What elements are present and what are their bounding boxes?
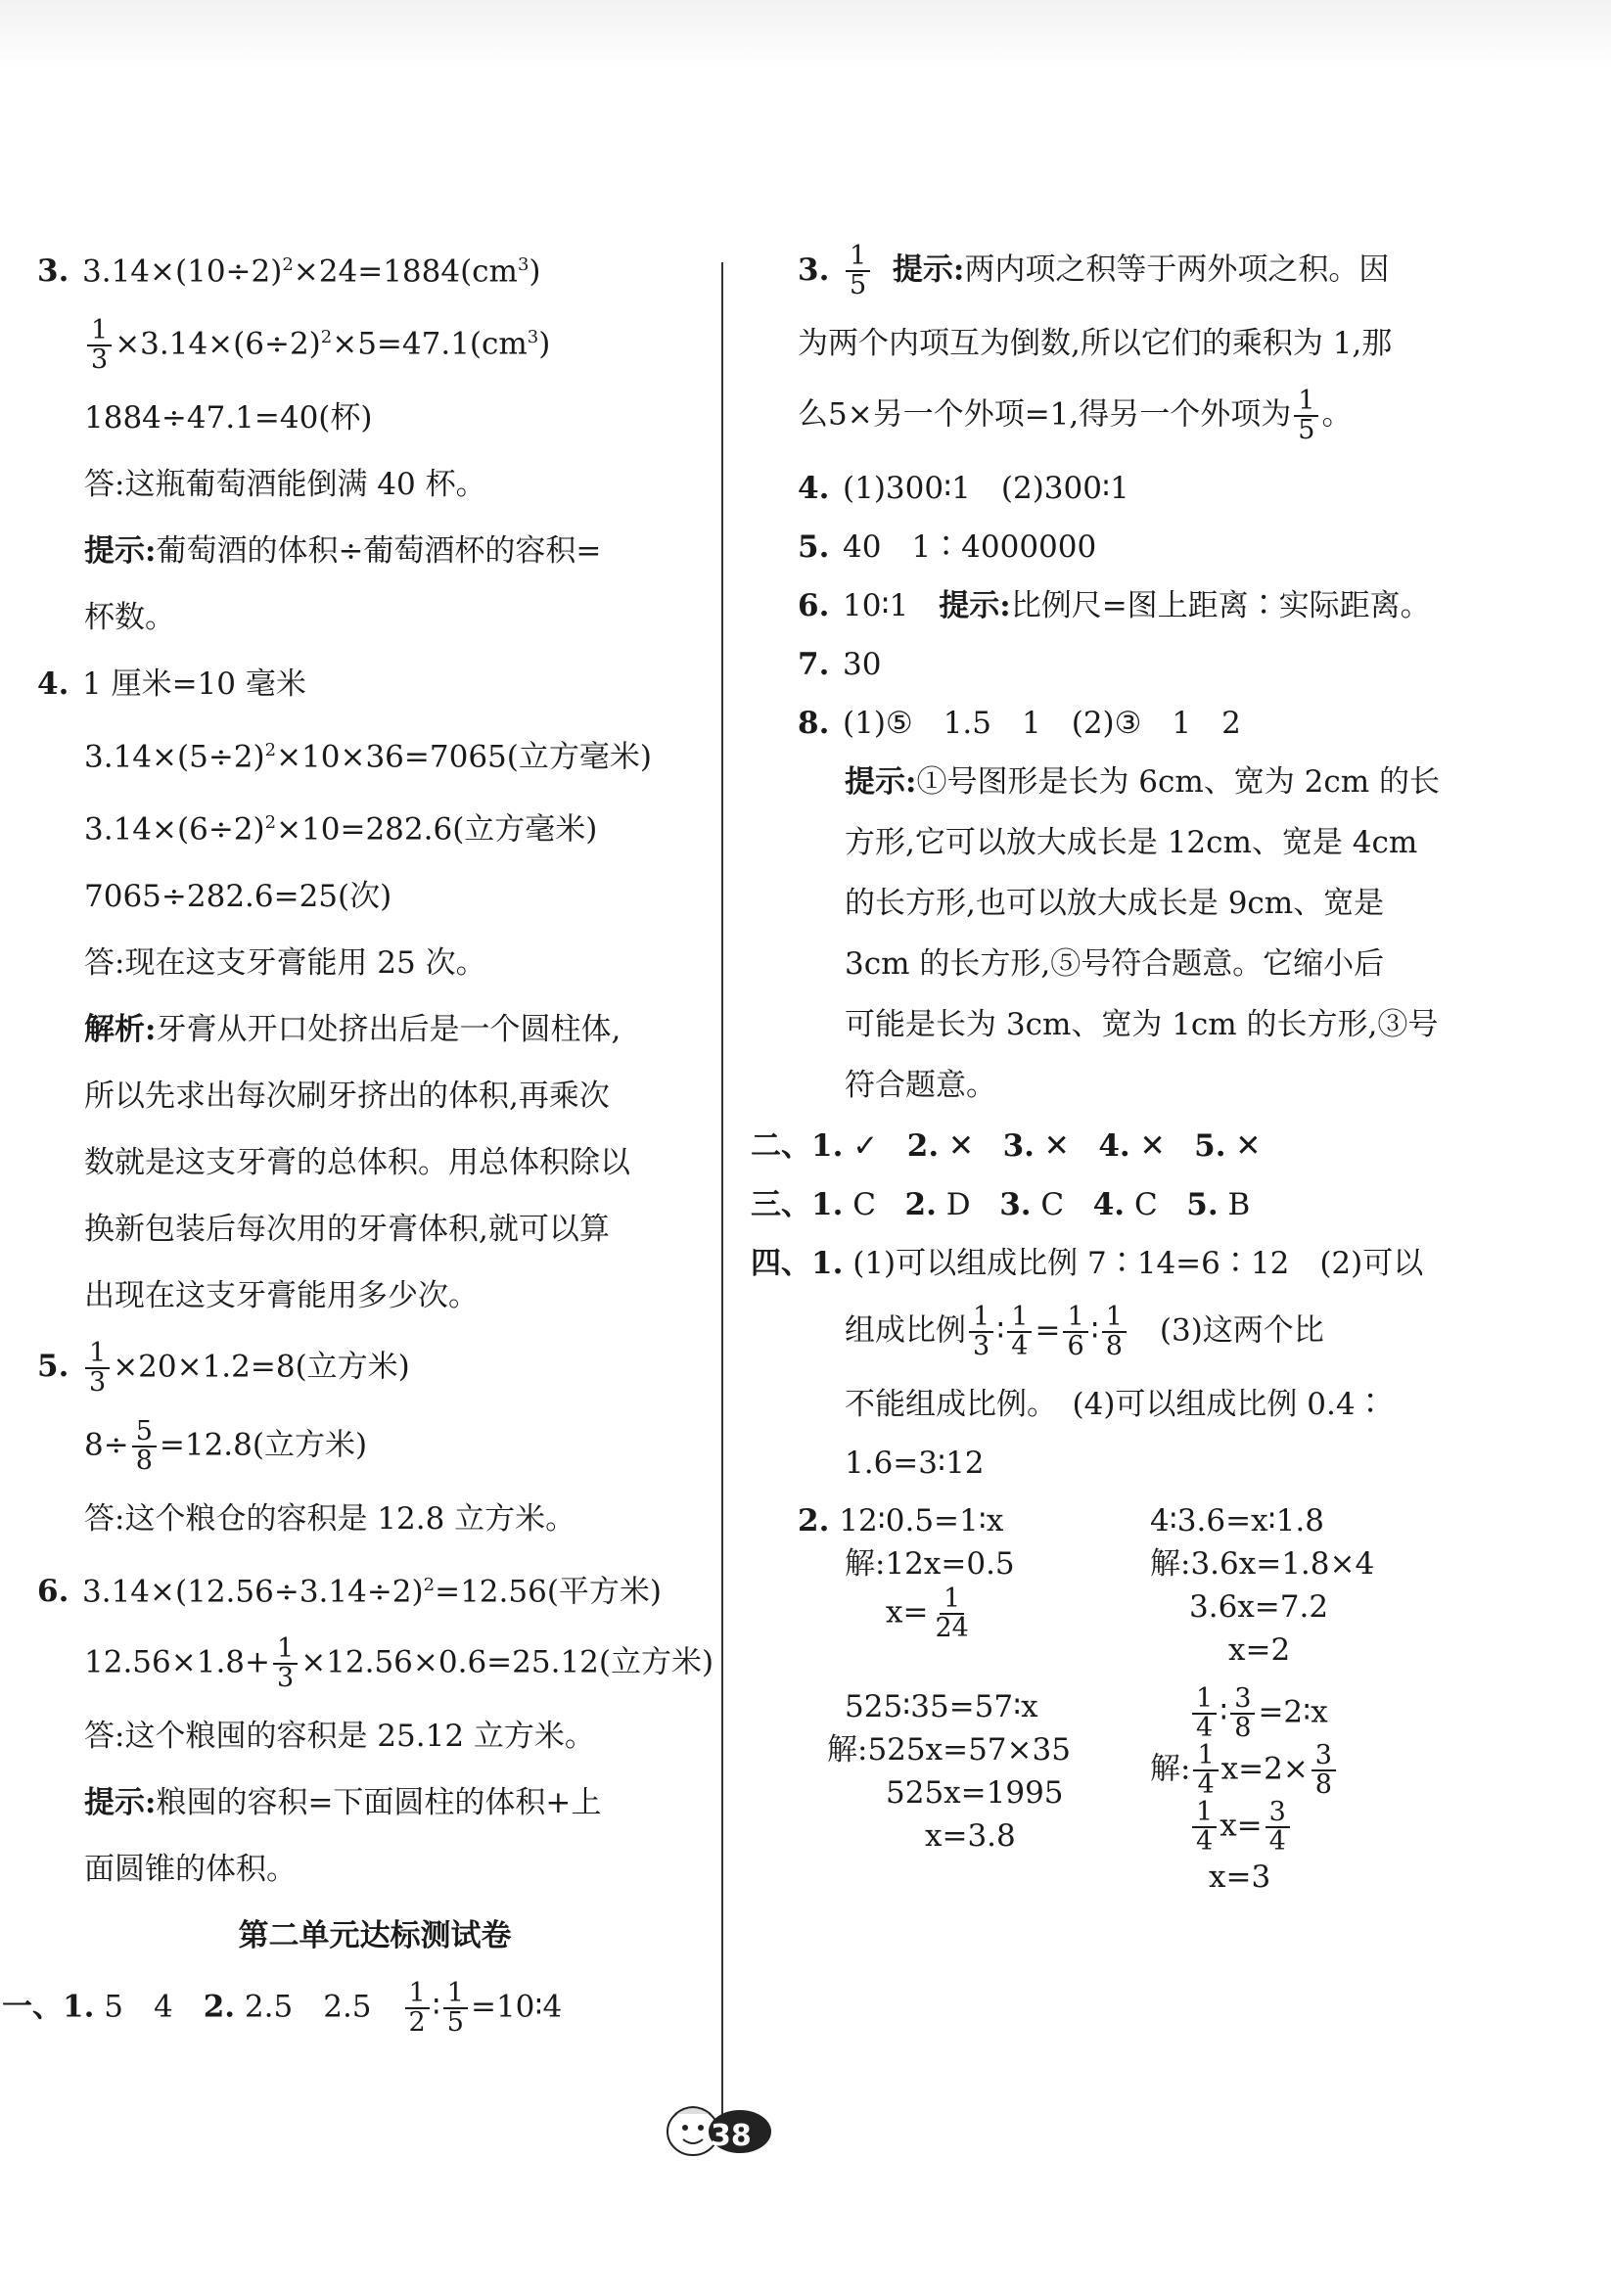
fraction: $\frac{1}{8}$	[1102, 1304, 1127, 1360]
left-q6-hint: 提示:粮囤的容积=下面圆柱的体积+上	[84, 1785, 602, 1821]
analysis-label: 解析:	[84, 1011, 157, 1047]
fraction: $\frac{1}{4}$	[1192, 1685, 1217, 1742]
column-divider	[721, 262, 723, 2117]
left-q3-hint: 提示:葡萄酒的体积÷葡萄酒杯的容积=	[84, 533, 602, 570]
left-q3-line1: 3. $3.14\times(10\div 2)^2\times 24=1884(cm^3)$	[37, 243, 713, 294]
right-q3-line2: 为两个内项互为倒数,所以它们的乘积为 1,那	[798, 326, 1393, 361]
fraction: $\frac{1}{4}$	[1192, 1799, 1217, 1856]
right-q8-hint3: 的长方形,也可以放大成长是 9cm、宽是	[845, 886, 1385, 921]
fraction: $\frac{1}{2}$	[405, 1980, 430, 2037]
left-q4-line4: 7065÷282.6=25(次)	[84, 878, 392, 914]
page-number: 38	[711, 2119, 752, 2153]
right-q8-hint1: 提示:①号图形是长为 6cm、宽为 2cm 的长	[845, 764, 1440, 800]
right-part4-line4: 1.6=3∶12	[845, 1446, 985, 1481]
left-q4-answer: 答:现在这支牙膏能用 25 次。	[84, 944, 486, 981]
fraction: $\frac{1}{4}$	[1007, 1304, 1032, 1360]
left-q3-line3: 1884÷47.1=40(杯)	[84, 400, 373, 436]
left-q3-answer: 答:这瓶葡萄酒能倒满 40 杯。	[84, 467, 486, 503]
right-q7: 7. 30	[798, 642, 1483, 687]
question-number: 3.	[37, 253, 69, 290]
fraction: $\frac{1}{4}$	[1193, 1742, 1218, 1799]
fraction: $\frac{1}{24}$	[935, 1584, 969, 1643]
fraction: $\frac{3}{8}$	[1312, 1742, 1336, 1799]
right-q3-line1: 3. $\frac{1}{5}$ 提示:两内项之积等于两外项之积。因	[798, 241, 1390, 300]
right-q8: 8. (1)⑤ 1.5 1 (2)③ 1 2	[798, 701, 1483, 746]
right-q8-hint5: 可能是长为 3cm、宽为 1cm 的长方形,③号	[845, 1007, 1439, 1042]
question-number: 5.	[37, 1349, 69, 1385]
right-part2: 二、1. ✓ 2. ✕ 3. ✕ 4. ✕ 5. ✕	[751, 1128, 1262, 1164]
left-q4-analysis: 解析:牙膏从开口处挤出后是一个圆柱体,	[84, 1011, 621, 1047]
fraction: $\frac{3}{4}$	[1266, 1799, 1290, 1856]
left-q3-hint-cont: 杯数。	[84, 600, 175, 636]
hint-label: 提示:	[84, 533, 157, 570]
hint-label: 提示:	[939, 588, 1011, 623]
fraction: $\frac{1}{6}$	[1063, 1304, 1087, 1360]
question-number: 4.	[798, 471, 830, 506]
hint-label: 提示:	[845, 764, 917, 800]
left-q4-analysis5: 出现在这支牙膏能用多少次。	[84, 1277, 479, 1313]
equation-b: 4∶3.6=x∶1.8 解:3.6x=1.8×4 3.6x=7.2 x=2	[1150, 1503, 1375, 1668]
question-number: 7.	[798, 647, 830, 682]
right-q4: 4. (1)300∶1 (2)300∶1	[798, 466, 1483, 511]
left-column	[2, 243, 714, 2039]
left-part1-line: 一、1. 5 4 2. 2.5 2.5 $\frac{1}{2}$ ∶ $\frac{1}{5}$ =10∶4	[2, 1978, 563, 2039]
fraction: $\frac{3}{8}$	[1230, 1685, 1255, 1742]
fraction: $\frac{5}{8}$	[132, 1418, 157, 1475]
left-q4-line2: $3.14\times(5\div 2)^2\times 10\times 36=7065$(立方毫米)	[84, 739, 652, 775]
fraction: $\frac{1}{5}$	[846, 243, 870, 299]
right-q8-hint4: 3cm 的长方形,⑤号符合题意。它缩小后	[845, 946, 1385, 982]
question-number: 3.	[798, 252, 830, 288]
right-part4-line1: 四、1. (1)可以组成比例 7∶14=6∶12 (2)可以	[751, 1246, 1424, 1281]
fraction: $\frac{1}{3}$	[87, 317, 112, 374]
right-column	[751, 241, 1483, 1899]
question-number: 6.	[37, 1574, 69, 1610]
question-number: 8.	[798, 706, 830, 741]
left-q6-line1: 6. $3.14\times(12.56\div 3.14\div 2)^2=12.56$(平方米)	[37, 1563, 713, 1614]
right-part4-line2: 组成比例 $\frac{1}{3}$ ∶ $\frac{1}{4}$ = $\frac{1}{6}$ ∶ $\frac{1}{8}$ (3)这两个比	[845, 1302, 1324, 1361]
right-q8-hint6: 符合题意。	[845, 1068, 996, 1103]
fraction: $\frac{1}{3}$	[273, 1635, 298, 1692]
equation-grid	[798, 1499, 1483, 1899]
fraction: $\frac{1}{3}$	[969, 1304, 993, 1360]
question-number: 4.	[37, 666, 69, 703]
left-q4-line1: 4. 1 厘米=10 毫米	[37, 662, 713, 707]
right-part4-line3: 不能组成比例。 (4)可以组成比例 0.4∶	[845, 1387, 1386, 1422]
equation-c: 525∶35=57∶x 解:525x=57×35 525x=1995 x=3.8	[827, 1689, 1071, 1854]
question-number: 5.	[798, 529, 830, 565]
fraction: $\frac{1}{5}$	[443, 1980, 468, 2037]
section-title: 第二单元达标测试卷	[238, 1918, 512, 1954]
left-q4-analysis3: 数就是这支牙膏的总体积。用总体积除以	[84, 1144, 630, 1180]
hint-label: 提示:	[892, 252, 965, 288]
left-q5-line2: 8÷ $\frac{5}{8}$ =12.8(立方米)	[84, 1415, 368, 1476]
page-top-shade	[0, 0, 1611, 69]
equation-a: 2. 12∶0.5=1∶x 解:12x=0.5 x= $\frac{1}{24}$	[798, 1503, 1015, 1643]
fraction: $\frac{1}{5}$	[1294, 388, 1318, 444]
left-q3-line2: $\frac{1}{3}$ $\times 3.14\times(6\div 2)^2\times 5=47.1(cm^3)$	[37, 315, 713, 374]
left-q5-line1: 5. $\frac{1}{3}$ ×20×1.2=8(立方米)	[37, 1337, 410, 1398]
left-q6-answer: 答:这个粮囤的容积是 25.12 立方米。	[84, 1719, 595, 1755]
hint-label: 提示:	[84, 1785, 157, 1821]
question-number: 6.	[798, 588, 830, 623]
right-q3-line3: 么5×另一个外项=1,得另一个外项为 $\frac{1}{5}$ 。	[798, 386, 1353, 445]
left-q5-answer: 答:这个粮仓的容积是 12.8 立方米。	[84, 1500, 576, 1537]
equation-d: $\frac{1}{4}$ ∶ $\frac{3}{8}$ =2∶x 解: $\frac{1}{4}$ x=2× $\frac{3}{8}$ $\frac{1}{4}$ x= $\frac{3}{4}$ x=3	[1130, 1685, 1463, 1899]
left-q6-hint-cont: 面圆锥的体积。	[84, 1852, 297, 1888]
left-q4-analysis2: 所以先求出每次刷牙挤出的体积,再乘次	[84, 1078, 610, 1114]
fraction: $\frac{1}{3}$	[85, 1340, 110, 1397]
left-q6-line2: 12.56×1.8+ $\frac{1}{3}$ ×12.56×0.6=25.12(立方米)	[84, 1633, 714, 1694]
right-q5: 5. 40 1∶4000000	[798, 525, 1483, 570]
right-q8-hint2: 方形,它可以放大成长是 12cm、宽是 4cm	[845, 825, 1418, 860]
right-q6: 6. 10∶1 提示:比例尺=图上距离∶实际距离。	[798, 583, 1483, 628]
right-part3: 三、1. C 2. D 3. C 4. C 5. B	[751, 1187, 1251, 1222]
left-q4-analysis4: 换新包装后每次用的牙膏体积,就可以算	[84, 1211, 610, 1247]
left-q4-line3: $3.14\times(6\div 2)^2\times 10=282.6$(立方毫米)	[84, 811, 598, 848]
